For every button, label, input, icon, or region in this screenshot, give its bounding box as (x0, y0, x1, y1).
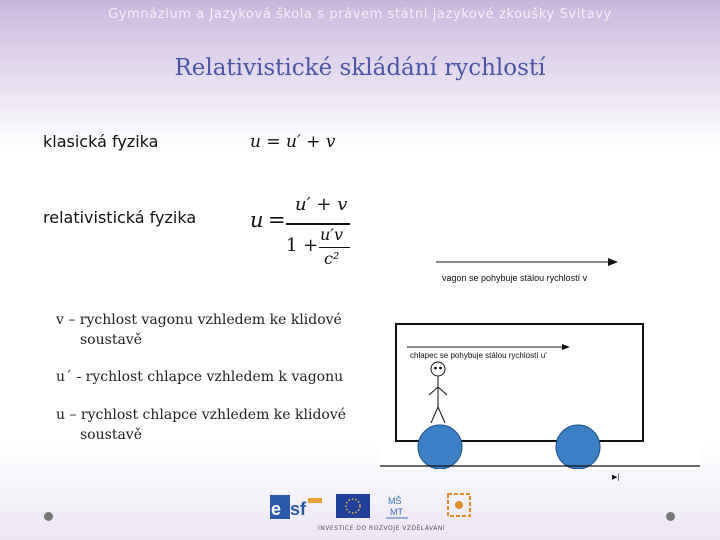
definition-u-prime-text: u´ - rychlost chlapce vzhledem k vagonu (56, 369, 344, 385)
formula-u: u (250, 208, 264, 232)
boy-arrow-head (562, 344, 570, 350)
esf-logo (270, 495, 322, 519)
formula-inner-numerator: u′v (320, 225, 343, 244)
wheel-right (556, 425, 600, 469)
classical-formula: u = u′ + v (250, 132, 336, 152)
left-bullet (44, 512, 53, 521)
relativistic-physics-label: relativistická fyzika (43, 208, 197, 227)
play-icon[interactable]: ▶| (612, 473, 620, 481)
formula-one-plus: 1 + (286, 235, 319, 256)
svg-text:sf: sf (290, 499, 307, 519)
definition-u-cont: soustavě (80, 427, 142, 443)
formula-inner-denominator: c² (324, 249, 340, 268)
definition-v-text: v – rychlost vagonu vzhledem ke klidové (56, 312, 342, 328)
classical-physics-label: klasická fyzika (43, 132, 159, 151)
formula-numerator: u′ + v (295, 194, 348, 215)
msmt-logo (386, 496, 408, 518)
relativistic-formula (248, 192, 368, 274)
svg-text:MŠ: MŠ (388, 496, 402, 506)
boy-figure (429, 362, 447, 423)
school-header: Gymnázium a Jazyková škola s právem státní jazykové zkoušky Svitavy (108, 7, 612, 22)
eu-flag (336, 494, 370, 518)
definition-v (56, 310, 366, 350)
definition-u-text: u – rychlost chlapce vzhledem ke klidové (56, 407, 347, 423)
definition-v-cont: soustavě (80, 332, 142, 348)
wagon-text: vagon se pohybuje stálou rychlostí v (442, 273, 588, 283)
wagon-illustration (380, 247, 700, 469)
right-bullet (666, 512, 675, 521)
svg-text:e: e (271, 499, 282, 519)
boy-text: chlapec se pohybuje stálou rychlostí u′ (410, 351, 547, 360)
definition-u-prime (56, 367, 366, 387)
logo-strip (268, 490, 478, 526)
wheel-left (418, 425, 462, 469)
wagon-arrow-head (608, 258, 618, 266)
animation-panel (380, 247, 700, 481)
wagon-body (396, 324, 643, 441)
definition-u (56, 405, 366, 445)
slide-title: Relativistické skládání rychlostí (174, 55, 546, 81)
op-logo (448, 494, 470, 516)
funding-caption: INVESTICE DO ROZVOJE VZDĚLÁVÁNÍ (318, 525, 446, 532)
formula-equals: = (268, 208, 286, 232)
svg-text:MT: MT (390, 507, 403, 517)
